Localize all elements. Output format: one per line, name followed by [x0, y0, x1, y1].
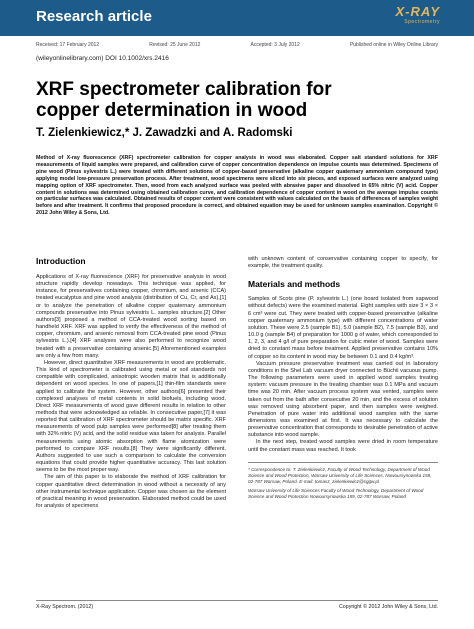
received-date: Received: 17 February 2012 [36, 42, 100, 48]
footnote-divider [248, 462, 438, 463]
intro-paragraph: However, direct quantitative XRF measurements in wood are problematic. This kind of spectrometer is calibrated using metal or soil standards not compatible with complicated, anisotropic wooden matrix that is additionally dependent on wood species. In one of papers,[1] thin-film standards were applied to calibrate the system. However, other authors[6] presented their complexed analyses of metal contents in solid biofuels, including wood. Direct XRF measurements of wood gave different results in relation to other methods that were acknowledged as reliable. In consecutive paper,[7] it was reported that calibration of XRF spectrometer should be matrix specific. XRF measurements of wood pulp samples were performed[8] after treating them with 32% nitric (V) acid, and the solid residue was taken for analysis. Parallel measurements using atomic absorption with flame atomization were performed to compare XRF results.[8] They were significantly different. Authors suggested to use such a comparison to calculate the conversion equations that could provide higher quantitative accuracy. This last solution seems to be the most proper way. [36, 359, 226, 474]
accepted-date: Accepted: 3 July 2012 [250, 42, 300, 48]
section-label: Research article [36, 8, 152, 25]
introduction-heading: Introduction [36, 256, 86, 266]
doi-line[interactable]: (wileyonlinelibrary.com) DOI 10.1002/xrs.2416 [36, 55, 169, 62]
article-abstract: Method of X-ray fluorescence (XRF) spectrometer calibration for copper analysis in wood was elaborated. Copper salt standard solutions for XRF measurements of liquid samples were prepared, and calibration curve of copper concentration dependence on impulse counts was determined. Specimens of pine wood (Pinus sylvestris L.) were treated with different solutions of copper-based preservative (alkaline copper quaternary ammonium compound type) applying model low-pressure preservation process. After treatment, wood specimens were sliced into six pieces, and exposed surfaces were analyzed using mapping option of XRF spectrometer. Then, wood from each analyzed surface was peeled with abrasive paper and dissolved in 65% nitric (V) acid. Copper content in solutions was determined using obtained calibration curve, and calibration dependence of copper content in wood on the average impulse counts on particular surfaces was calculated. Obtained results of copper content were consistent with values calculated on the basis of differences of samples weight before and after treatment. It confirms that proposed procedure is correct, and obtained equation may be used for unknown samples examination. Copyright © 2012 John Wiley & Sons, Ltd. [36, 155, 438, 217]
left-column [36, 256, 226, 510]
article-dates [36, 42, 438, 48]
footer-copyright: Copyright © 2012 John Wiley & Sons, Ltd. [338, 604, 438, 610]
article-title: XRF spectrometer calibration for copper determination in wood [36, 79, 332, 121]
methods-paragraph: In the next step, treated wood samples were dried in room temperature until the constant mass was reached. It took [248, 439, 438, 453]
journal-logo [396, 5, 440, 25]
correspondence-footnote: * Correspondence to: T. Zielenkiewicz, Faculty of Wood Technology, Department of Wood Science and Wood Protection, Warsaw University of Life Sciences, Nowoursynowska 159, 02-787 Warsaw, Poland. E-mail: tomasz_zielenkiewicz@sggw.pl [248, 466, 432, 484]
published-note: Published online in Wiley Online Library [349, 42, 438, 48]
header-bar [0, 0, 474, 36]
methods-heading: Materials and methods [248, 279, 341, 290]
intro-continuation: with unknown content of conservative containing copper to specify, for example, the treatment quality. [248, 256, 438, 270]
footer-journal: X-Ray Spectrom. (2012) [36, 604, 94, 610]
intro-paragraph: The aim of this paper is to elaborate the method of XRF calibration for copper quantitative direct determination in wood without a necessity of any other instrumental technique application. Copper was chosen as the element of practical meaning in wood preservation. Elaborated method could be used for analysis of specimens [36, 474, 226, 509]
methods-paragraph: Samples of Scots pine (P. sylvestris L.) (one board isolated from sapwood without defects) were the examined material. Eight samples with size 3 × 3 × 6 cm³ were cut. They were treated with copper-based preservative (alkaline copper quaternary ammonium type) with different concentrations of water solution. These were 2.5 (sample B1), 5.0 (sample B2), 7.5 (sample B3), and 10.0 g (sample B4) of preparation for 1000 g of water, which corresponded to 1, 2, 3, and 4 g/l of pure preparation for cubic meter of wood. Samples were dried to constant mass before treatment. Applied preservative contains 10% of copper so its content in wood may be between 0.1 and 0.4 kg/m³. [248, 296, 438, 360]
journal-logo-sub: Spectrometry [404, 19, 440, 25]
affiliation-footnote: Warsaw University of Life Sciences Faculty of Wood Technology, Department of Wood Science and Wood Protection Nowoursynowska 159, 02-787 Warsaw, Poland [248, 487, 424, 499]
article-authors: T. Zielenkiewicz,* J. Zawadzki and A. Radomski [36, 127, 293, 139]
right-column [248, 256, 438, 500]
journal-logo-name: X-RAY [395, 4, 440, 19]
methods-paragraph: Vacuum pressure preservative treatment was carried out in laboratory conditions in the Shel Lab vacuum dryer connected to Büchii vacuous pump. The following parameters were used in applied wood samples treating system: vacuum pressure in the treating chamber was 0.1 MPa and vacuum time was 20 min. After vacuum process system was vented, samples were taken out from the bath after consecutive 20 min, and the excess of solution was removed using absorbent paper, and then samples were weighed. Penetration of pure water into additional wood samples with the same dimensions was examined at first. It was necessary to calculate the preservative concentration that corresponds to desirable penetration of active substance into wood sample. [248, 360, 438, 439]
revised-date: Revised: 25 June 2012 [149, 42, 201, 48]
footer-divider [36, 600, 438, 601]
intro-paragraph: Applications of X-ray fluorescence (XRF) for preservative analysis in wood structure rapidly develop nowadays. This technique was applied, for instance, for preservatives containing copper, chromium, and arsenic (CCA) treated eucalyptus and pine wood analysis (distribution of Cu, Cr, and As),[1] or to analyze the penetration of alkaline copper quaternary ammonium compounds preservative into Pinus sylvestris L. samples structure.[2] Other authors[3] proposed a method of CCA-treated wood sorting based on handheld XRF. XRF was applied to verify the effectiveness of the method of copper, chromium, and arsenic removal from CCA-treated pine wood (Pinus sylvestris L.).[4] XRF analyses were also performed to recognize wood treated with a preservative containing arsenic.[5] Aforementioned examples are only a few from many. [36, 274, 226, 359]
